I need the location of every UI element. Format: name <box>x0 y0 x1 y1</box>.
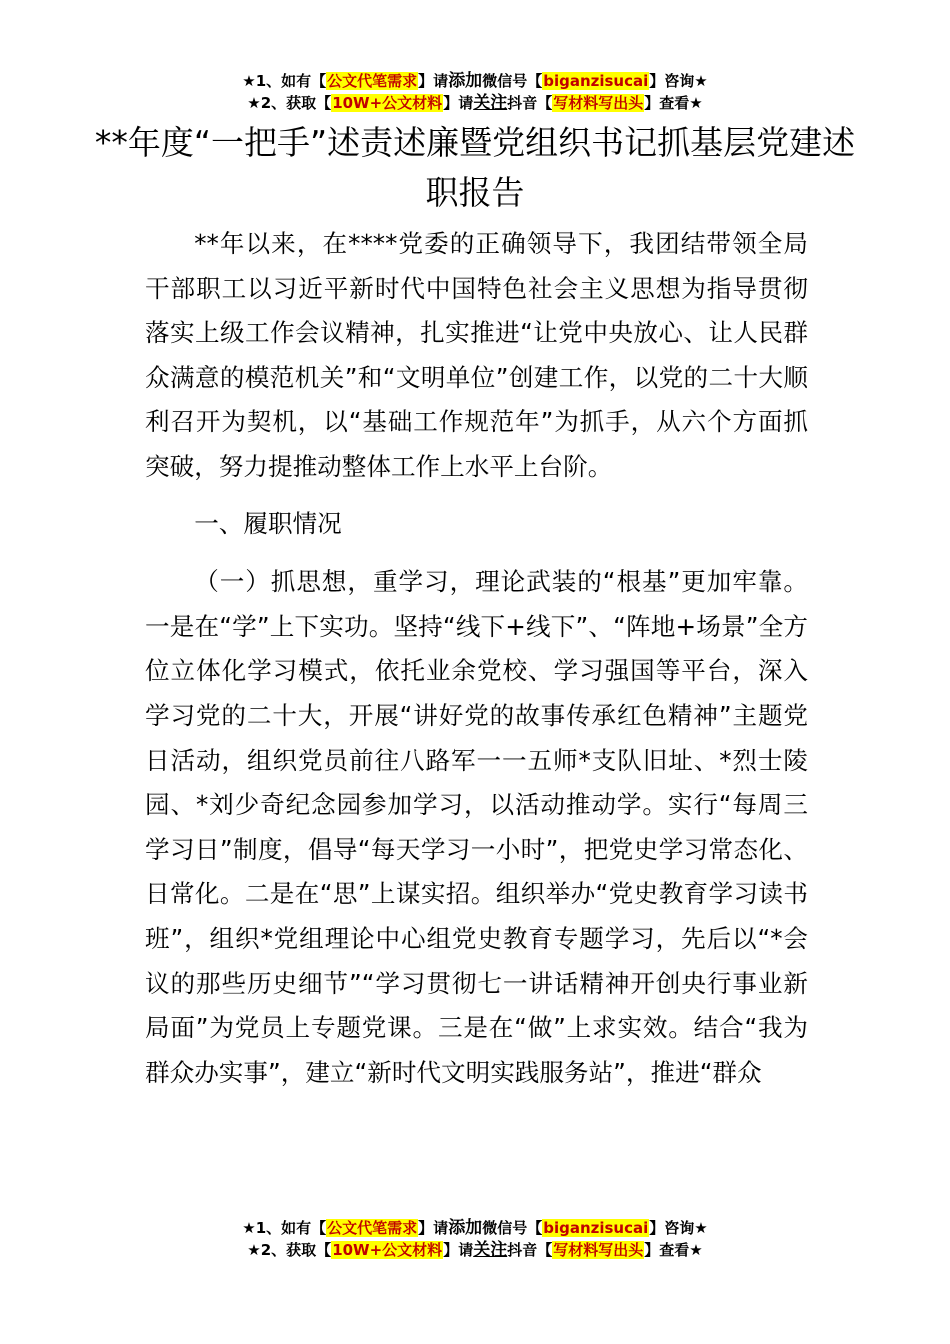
banner-text: 】请 <box>443 1241 474 1259</box>
banner-text: 】查看★ <box>644 94 703 112</box>
body-paragraph: **年以来，在****党委的正确领导下，我团结带领全局干部职工以习近平新时代中国特色社会主义思想为指导贯彻落实上级工作会议精神，扎实推进“让党中央放心、让人民群众满意的模范机关”和“文明单位”创建工作，以党的二十大顺利召开为契机，以“基础工作规范年”为抓手，从六个方面抓突破，努力提推动整体工作上水平上台阶。 <box>145 229 808 481</box>
banner-text: 】咨询★ <box>649 72 708 90</box>
footer-banner <box>0 1217 950 1261</box>
body-paragraph: （一）抓思想，重学习，理论武装的“根基”更加牢靠。一是在“学”上下实功。坚持“线下+线下”、“阵地+场景”全方位立体化学习模式，依托业余党校、学习强国等平台，深入学习党的二十大，开展“讲好党的故事传承红色精神”主题党日活动，组织党员前往八路军一一五师*支队旧址、*烈士陵园、*刘少奇纪念园参加学习，以活动推动学。实行“每周三学习日”制度，倡导“每天学习一小时”，把党史学习常态化、日常化。二是在“思”上谋实招。组织举办“党史教育学习读书班”，组织*党组理论中心组党史教育专题学习，先后以“*会议的那些历史细节”“学习贯彻七一讲话精神开创央行事业新局面”为党员上专题党课。三是在“做”上求实效。结合“我为群众办实事”，建立“新时代文明实践服务站”，推进“群众 <box>145 567 808 1087</box>
banner-text: ★2、获取【 <box>247 94 332 112</box>
document-title: **年度“一把手”述责述廉暨党组织书记抓基层党建述职报告 <box>94 123 856 212</box>
banner-text: ★2、获取【 <box>247 1241 332 1259</box>
banner-highlight: biganzisucai <box>543 1219 649 1237</box>
banner-highlight: biganzisucai <box>543 72 649 90</box>
banner-text: 】咨询★ <box>649 1219 708 1237</box>
banner-line-1 <box>0 70 950 92</box>
section-heading: 一、履职情况 <box>194 508 342 538</box>
banner-text: 微信号【 <box>482 72 543 90</box>
banner-text: 关注 <box>473 93 508 113</box>
banner-text: 添加 <box>448 71 483 91</box>
banner-text: 添加 <box>448 1218 483 1238</box>
banner-text: ★1、如有【 <box>242 1219 327 1237</box>
banner-line-2 <box>0 92 950 114</box>
banner-highlight: 公文代笔需求 <box>327 72 418 90</box>
banner-text: ★1、如有【 <box>242 72 327 90</box>
banner-highlight: 写材料写出头 <box>553 1241 644 1259</box>
banner-text: 】请 <box>418 72 449 90</box>
banner-text: 抖音【 <box>507 1241 553 1259</box>
banner-text: 】请 <box>443 94 474 112</box>
banner-text: 关注 <box>473 1240 508 1260</box>
banner-line-2 <box>0 1239 950 1261</box>
banner-text: 】请 <box>418 1219 449 1237</box>
banner-text: 抖音【 <box>507 94 553 112</box>
banner-highlight: 公文代笔需求 <box>327 1219 418 1237</box>
banner-highlight: 10W+公文材料 <box>332 94 443 112</box>
banner-text: 微信号【 <box>482 1219 543 1237</box>
header-banner <box>0 70 950 114</box>
banner-line-1 <box>0 1217 950 1239</box>
banner-highlight: 写材料写出头 <box>553 94 644 112</box>
document-body <box>145 222 808 1095</box>
banner-text: 】查看★ <box>644 1241 703 1259</box>
banner-highlight: 10W+公文材料 <box>332 1241 443 1259</box>
